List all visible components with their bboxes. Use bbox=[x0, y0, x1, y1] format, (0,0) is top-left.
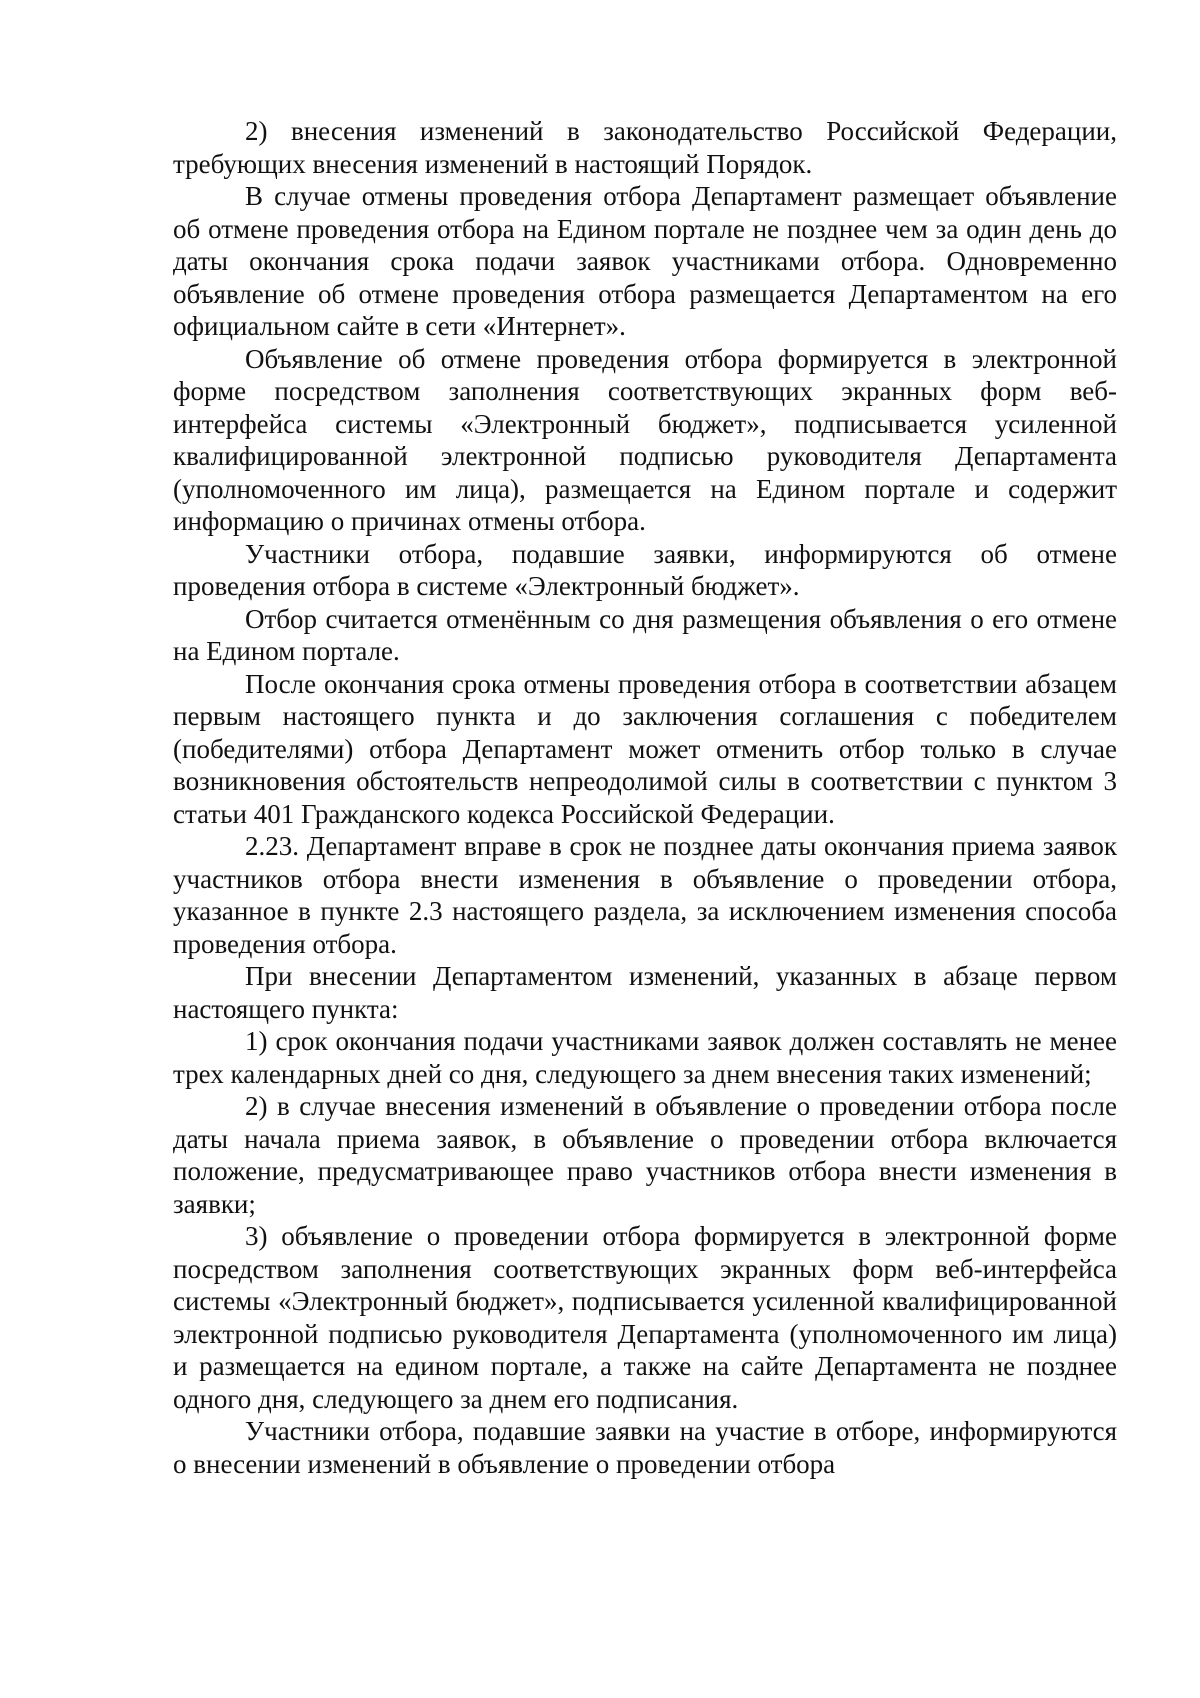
paragraph-cancellation-announcement: В случае отмены проведения отбора Департамент размещает объявление об отмене проведения отбора на Едином портале не позднее чем за один день до даты окончания срока подачи заявок участниками отбора. Одновременно объявление об отмене проведения отбора размещается Департаментом на его официальном сайте в сети «Интернет». bbox=[173, 181, 1117, 341]
paragraph-cancellation-form: Объявление об отмене проведения отбора формируется в электронной форме посредством заполнения соответствующих экранных форм веб-интерфейса системы «Электронный бюджет», подписывается усиленной квалифицированной электронной подписью руководителя Департамента (уполномоченного им лица), размещается на Едином портале и содержит информацию о причинах отмены отбора. bbox=[173, 343, 1117, 536]
paragraph-subitem-1: 1) срок окончания подачи участниками заявок должен составлять не менее трех календарных дней со дня, следующего за днем внесения таких изменений; bbox=[173, 1026, 1117, 1089]
paragraph-subitem-2: 2) в случае внесения изменений в объявление о проведении отбора после даты начала приема заявок, в объявление о проведении отбора включается положение, предусматривающее право участников отбора внести изменения в заявки; bbox=[173, 1091, 1117, 1219]
paragraph-participants-changes: Участники отбора, подавшие заявки на участие в отборе, информируются о внесении изменений в объявление о проведении отбора bbox=[173, 1416, 1117, 1479]
document-body bbox=[173, 115, 1117, 1480]
paragraph-2-23: 2.23. Департамент вправе в срок не позднее даты окончания приема заявок участников отбора внести изменения в объявление о проведении отбора, указанное в пункте 2.3 настоящего раздела, за исключением изменения способа проведения отбора. bbox=[173, 831, 1117, 959]
paragraph-subitem-3: 3) объявление о проведении отбора формируется в электронной форме посредством заполнения соответствующих экранных форм веб-интерфейса системы «Электронный бюджет», подписывается усиленной квалифицированной электронной подписью руководителя Департамента (уполномоченного им лица) и размещается на едином портале, а также на сайте Департамента не позднее одного дня, следующего за днем его подписания. bbox=[173, 1221, 1117, 1414]
paragraph-item-2-repeal-reason: 2) внесения изменений в законодательство Российской Федерации, требующих внесения изменений в настоящий Порядок. bbox=[173, 116, 1117, 179]
paragraph-force-majeure: После окончания срока отмены проведения отбора в соответствии абзацем первым настоящего пункта и до заключения соглашения с победителем (победителями) отбора Департамент может отменить отбор только в случае возникновения обстоятельств непреодолимой силы в соответствии с пунктом 3 статьи 401 Гражданского кодекса Российской Федерации. bbox=[173, 668, 1117, 829]
paragraph-participants-informed: Участники отбора, подавшие заявки, информируются об отмене проведения отбора в системе «Электронный бюджет». bbox=[173, 538, 1117, 601]
paragraph-selection-cancelled: Отбор считается отменённым со дня размещения объявления о его отмене на Едином портале. bbox=[173, 603, 1117, 666]
paragraph-changes-intro: При внесении Департаментом изменений, указанных в абзаце первом настоящего пункта: bbox=[173, 961, 1117, 1024]
